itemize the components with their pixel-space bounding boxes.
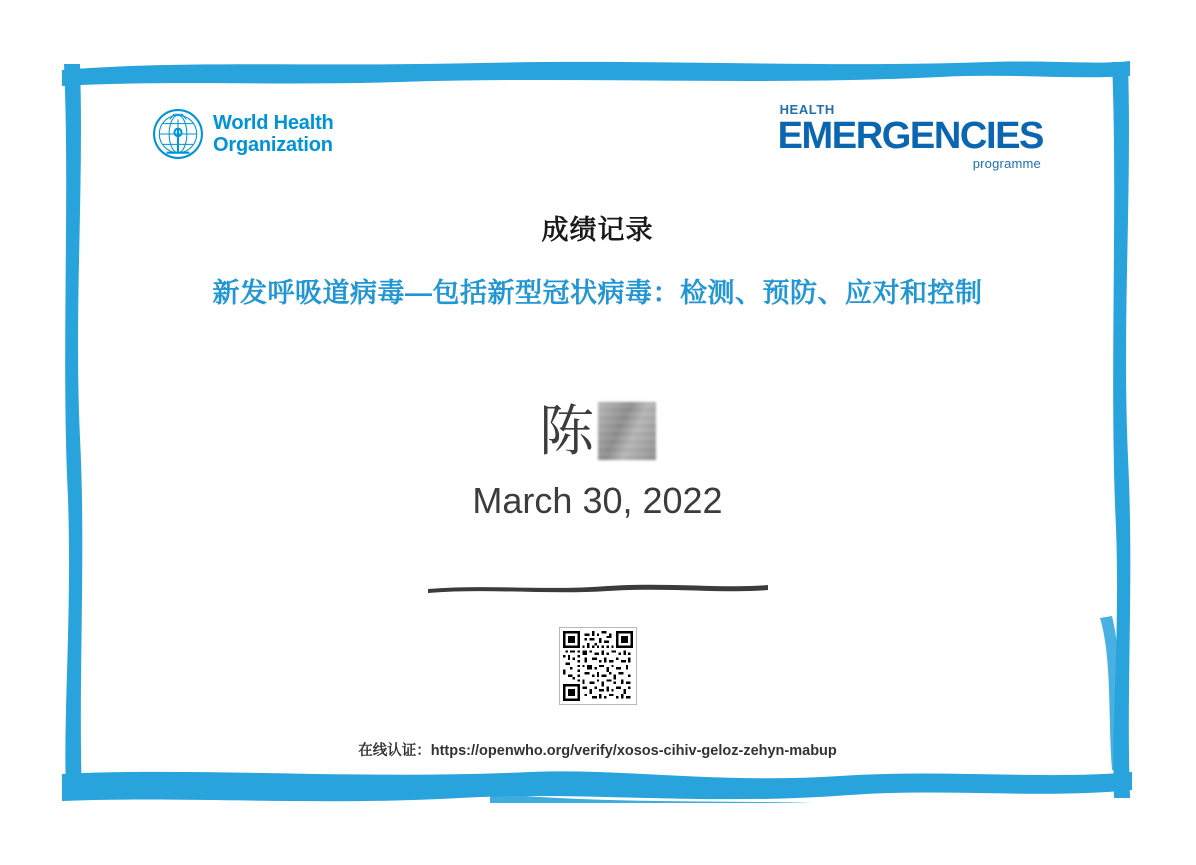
redacted-name-block <box>598 402 656 460</box>
emergencies-main-label: EMERGENCIES <box>777 115 1043 157</box>
health-emergencies-logo <box>778 103 1043 170</box>
who-wordmark <box>213 112 334 157</box>
verify-line <box>80 739 1115 760</box>
recipient-name-inner <box>538 399 656 462</box>
qr-code-icon <box>563 631 633 701</box>
emergencies-health-label: HEALTH <box>779 102 835 117</box>
certificate-header <box>80 78 1115 171</box>
qr-code <box>559 627 637 705</box>
record-title: 成绩记录 <box>541 215 654 245</box>
who-wordmark-line2: Organization <box>213 134 333 156</box>
verify-label: 在线认证： <box>358 743 431 759</box>
section-divider <box>428 582 768 594</box>
course-title: 新发呼吸道病毒—包括新型冠状病毒：检测、预防、应对和控制 <box>212 278 983 308</box>
recipient-name: 陈 <box>538 399 594 462</box>
certificate-content <box>80 78 1115 783</box>
recipient-name-row <box>80 399 1115 464</box>
who-logo <box>152 108 334 160</box>
emergencies-programme-label: programme <box>972 156 1041 171</box>
who-wordmark-line1: World Health <box>213 111 334 134</box>
who-emblem-icon <box>152 108 204 160</box>
verify-url[interactable]: https://openwho.org/verify/xosos-cihiv-geloz-zehyn-mabup <box>430 743 837 759</box>
certificate-date: March 30, 2022 <box>472 480 723 521</box>
